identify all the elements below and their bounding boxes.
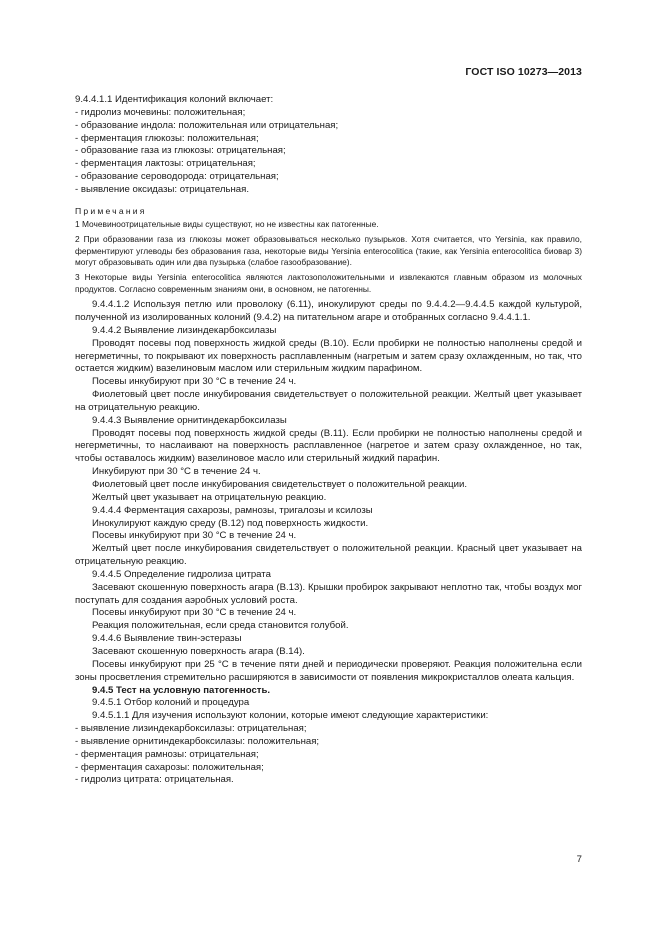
subheading: 9.4.4.2 Выявление лизиндекарбоксилазы — [92, 324, 277, 336]
paragraph: Желтый цвет указывает на отрицательную реакцию. — [92, 491, 327, 503]
document-body — [75, 94, 582, 787]
subheading: 9.4.4.6 Выявление твин-эстеразы — [92, 633, 242, 645]
subheading: 9.4.5.1 Отбор колоний и процедура — [92, 697, 250, 709]
notes-title: Примечания — [75, 205, 147, 216]
subheading: 9.4.4.3 Выявление орнитиндекарбоксилазы — [92, 414, 287, 426]
paragraph: Проводят посевы под поверхность жидкой среды (В.11). Если пробирки не полностью наполнены средой и негерметичны, то наслаивают на поверхность расплавленное (нагретое и затем сразу охлажденное, но так, чтобы оставалось жидким) вазелиновое масло или стерильный жидкий парафин. — [75, 427, 582, 465]
page-header: ГОСТ ISO 10273—2013 — [465, 66, 582, 78]
list-item: - ферментация сахарозы: положительная; — [75, 761, 264, 773]
list-item: - образование сероводорода: отрицательная; — [75, 171, 279, 183]
section-title: 9.4.5 Тест на условную патогенность. — [92, 684, 271, 696]
paragraph: Инкубируют при 30 °С в течение 24 ч. — [92, 466, 261, 478]
paragraph: Реакция положительная, если среда становится голубой. — [92, 620, 349, 632]
paragraph: Фиолетовый цвет после инкубирования свидетельствует о положительной реакции. — [92, 479, 468, 490]
note-item: 3 Некоторые виды Yersinia enterocolitica являются лактозоположительными и извлекаются главным образом из молочных продуктов. Согласно современным знаниям они, в основном, не патогенны. — [75, 272, 582, 294]
paragraph: 9.4.4.1.2 Используя петлю или проволоку (6.11), инокулируют среды по 9.4.4.2—9.4.4.5 каждой культурой, полученной из изолированных колоний (9.4.2) на питательном агаре и отобранных согласно 9.4.4.1.1. — [75, 299, 582, 324]
paragraph: Инокулируют каждую среду (В.12) под поверхность жидкости. — [92, 517, 369, 529]
list-item: - выявление оксидазы: отрицательная. — [75, 183, 249, 195]
paragraph: Желтый цвет после инкубирования свидетельствует о положительной реакции. Красный цвет указывает на отрицательную реакцию. — [75, 543, 582, 568]
list-item: - выявление орнитиндекарбоксилазы: положительная; — [75, 735, 320, 747]
paragraph: Посевы инкубируют при 25 °С в течение пяти дней и периодически проверяют. Реакция положительна если зоны просветления стремительно расширяются в зависимости от появления микрокристаллов олеата кальция. — [75, 658, 582, 683]
paragraph: Засевают скошенную поверхность агара (В.14). — [92, 645, 305, 657]
intro-title: 9.4.4.1.1 Идентификация колоний включает: — [75, 94, 274, 105]
page-number: 7 — [576, 854, 582, 865]
list-item: - ферментация рамнозы: отрицательная; — [75, 748, 259, 760]
body-block — [75, 299, 582, 787]
paragraph: Посевы инкубируют при 30 °С в течение 24 ч. — [92, 530, 297, 542]
subheading: 9.4.4.5 Определение гидролиза цитрата — [92, 568, 271, 580]
note-item: 1 Мочевиноотрицательные виды существуют, но не известны как патогенные. — [75, 218, 379, 229]
list-item: - образование газа из глюкозы: отрицательная; — [75, 145, 286, 157]
list-item: - ферментация глюкозы: положительная; — [75, 132, 259, 144]
list-item: - гидролиз цитрата: отрицательная. — [75, 774, 234, 786]
list-item: - образование индола: положительная или отрицательная; — [75, 119, 339, 131]
note-item: 2 При образовании газа из глюкозы может образовываться несколько пузырьков. Хотя считается, что Yersinia, как правило, ферментируют углеводы без образования газа, некоторые виды Yersinia enterocolitica (такие, как Yersinia enterocolitica биовар 3) могут образовывать один или два пузырька (слабое газообразование). — [75, 234, 582, 267]
list-item: - гидролиз мочевины: положительная; — [75, 106, 246, 118]
paragraph: Засевают скошенную поверхность агара (В.13). Крышки пробирок закрывают неплотно так, чтобы воздух мог поступать для создания аэробных условий роста. — [75, 581, 582, 606]
subheading: 9.4.4.4 Ферментация сахарозы, рамнозы, тригалозы и ксилозы — [92, 504, 373, 516]
list-item: - выявление лизиндекарбоксилазы: отрицательная; — [75, 723, 307, 735]
list-item: - ферментация лактозы: отрицательная; — [75, 158, 256, 170]
paragraph: Фиолетовый цвет после инкубирования свидетельствует о положительной реакции. Желтый цвет указывает на отрицательную реакцию. — [75, 389, 582, 413]
paragraph: Проводят посевы под поверхность жидкой среды (В.10). Если пробирки не полностью наполнены средой и негерметичны, то покрывают их поверхность расплавленным (нагретым и затем сразу охлажденным, но так, что остается жидким) вазелиновым маслом или стерильным жидким парафином. — [75, 337, 582, 375]
paragraph: Посевы инкубируют при 30 °С в течение 24 ч. — [92, 607, 297, 619]
notes-block — [75, 206, 582, 295]
paragraph: Посевы инкубируют при 30 °С в течение 24 ч. — [92, 376, 297, 388]
paragraph: 9.4.5.1.1 Для изучения используют колонии, которые имеют следующие характеристики: — [92, 710, 489, 722]
